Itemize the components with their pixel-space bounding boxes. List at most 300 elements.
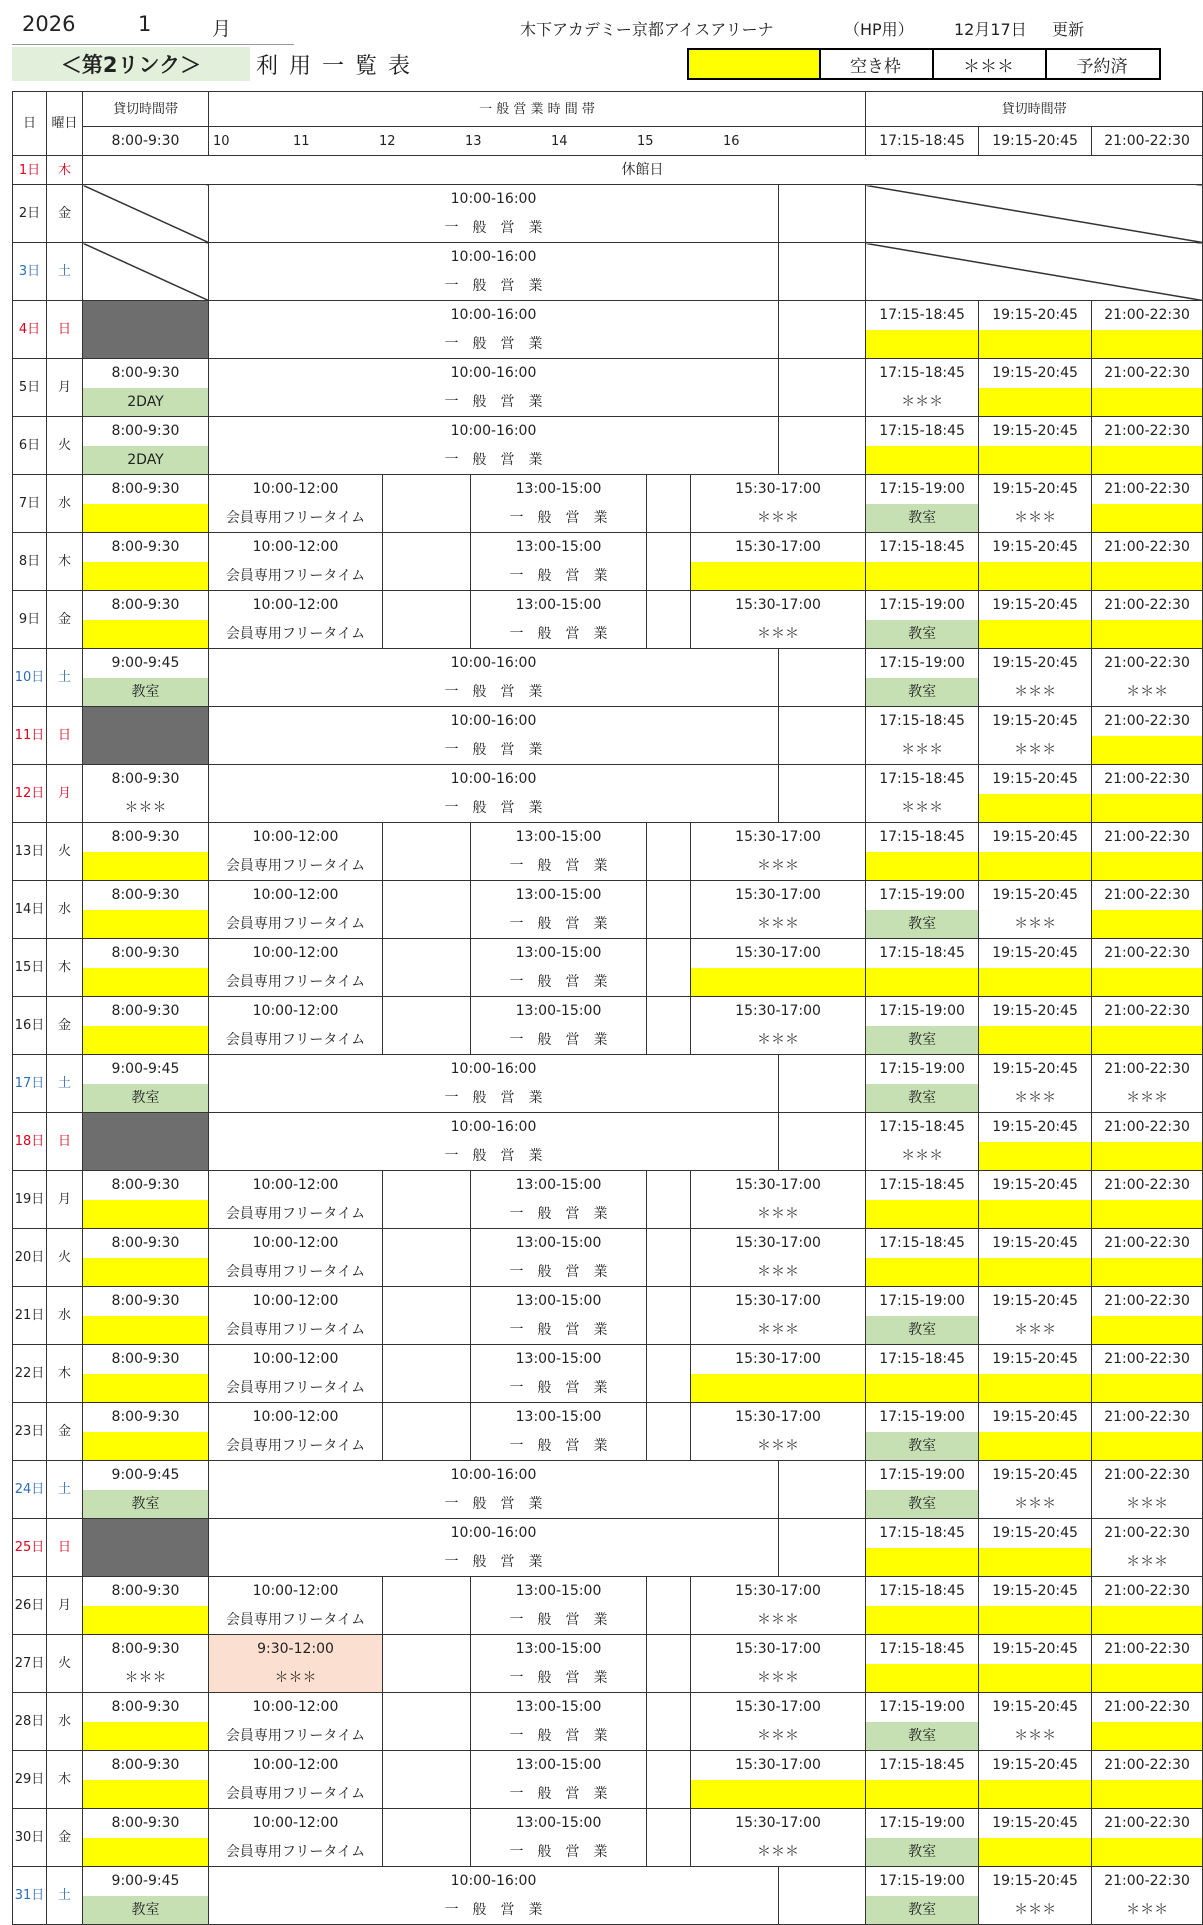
spacer [647, 1577, 691, 1635]
evening-status-2 [979, 794, 1092, 823]
day-of-week: 木 [47, 533, 83, 591]
evening-status-3 [1092, 1316, 1203, 1345]
general-label: 一 般 営 業 [209, 214, 779, 243]
general-time: 10:00-16:00 [209, 301, 779, 330]
day-row-bottom [13, 1258, 1203, 1287]
header-underline [12, 44, 294, 45]
evening-time-1: 17:15-19:00 [866, 591, 979, 620]
day-row-top [13, 823, 1203, 852]
late-time: 15:30-17:00 [691, 881, 866, 910]
evening-time-3: 21:00-22:30 [1092, 881, 1203, 910]
evening-status-1: ＊＊＊ [866, 794, 979, 823]
free-label: 会員専用フリータイム [209, 562, 383, 591]
morning-status: 教室 [83, 1896, 209, 1925]
free-time: 10:00-12:00 [209, 823, 383, 852]
free-label: 会員専用フリータイム [209, 1026, 383, 1055]
day-row-top [13, 939, 1203, 968]
day-of-week: 金 [47, 1809, 83, 1867]
evening-status-2 [979, 1026, 1092, 1055]
evening-status-2 [979, 330, 1092, 359]
morning-status [83, 1200, 209, 1229]
evening-status-1: 教室 [866, 678, 979, 707]
hour-tick: 12 [379, 133, 396, 149]
evening-status-3: ＊＊＊ [1092, 1490, 1203, 1519]
spacer [647, 1287, 691, 1345]
spacer [383, 1345, 471, 1403]
day-number: 28日 [13, 1693, 47, 1751]
evening-time-3: 21:00-22:30 [1092, 1055, 1203, 1084]
evening-status-2 [979, 1142, 1092, 1171]
evening-status-3 [1092, 1200, 1203, 1229]
evening-status-1 [866, 1374, 979, 1403]
general-label: 一 般 営 業 [209, 272, 779, 301]
general-label: 一 般 営 業 [209, 794, 779, 823]
evening-time-1: 17:15-18:45 [866, 707, 979, 736]
evening-status-2: ＊＊＊ [979, 504, 1092, 533]
day-row-bottom [13, 1316, 1203, 1345]
evening-status-3 [1092, 1374, 1203, 1403]
midday-label: 一 般 営 業 [471, 1026, 647, 1055]
evening-time-3: 21:00-22:30 [1092, 475, 1203, 504]
morning-blocked [83, 1113, 209, 1171]
day-of-week: 金 [47, 185, 83, 243]
late-status: ＊＊＊ [691, 504, 866, 533]
general-time: 10:00-16:00 [209, 243, 779, 272]
spacer [383, 1229, 471, 1287]
late-status: ＊＊＊ [691, 1432, 866, 1461]
day-number: 11日 [13, 707, 47, 765]
free-time: 10:00-12:00 [209, 1693, 383, 1722]
midday-time: 13:00-15:00 [471, 1229, 647, 1258]
free-time: 10:00-12:00 [209, 1171, 383, 1200]
facility-name: 木下アカデミー京都アイスアリーナ [520, 20, 774, 39]
midday-label: 一 般 営 業 [471, 1432, 647, 1461]
spacer [647, 1635, 691, 1693]
morning-time: 8:00-9:30 [83, 997, 209, 1026]
morning-status: ＊＊＊ [83, 794, 209, 823]
free-time: 10:00-12:00 [209, 881, 383, 910]
evening-time-3: 21:00-22:30 [1092, 997, 1203, 1026]
evening-status-3 [1092, 1838, 1203, 1867]
free-time: 10:00-12:00 [209, 1287, 383, 1316]
late-time: 15:30-17:00 [691, 1693, 866, 1722]
day-row-bottom [13, 910, 1203, 939]
spacer [779, 417, 866, 475]
midday-time: 13:00-15:00 [471, 997, 647, 1026]
day-row-top [13, 1751, 1203, 1780]
late-time: 15:30-17:00 [691, 1577, 866, 1606]
spacer [779, 301, 866, 359]
evening-time-3: 21:00-22:30 [1092, 301, 1203, 330]
spacer [383, 997, 471, 1055]
evening-status-2 [979, 968, 1092, 997]
midday-label: 一 般 営 業 [471, 1664, 647, 1693]
late-status: ＊＊＊ [691, 1200, 866, 1229]
hour-scale [209, 127, 866, 156]
schedule-body [13, 156, 1203, 1925]
evening-time-2: 19:15-20:45 [979, 533, 1092, 562]
evening-time-1: 17:15-18:45 [866, 1171, 979, 1200]
general-time: 10:00-16:00 [209, 1461, 779, 1490]
evening-status-1: 教室 [866, 1838, 979, 1867]
spacer [647, 591, 691, 649]
late-status [691, 1374, 866, 1403]
evening-status-1 [866, 446, 979, 475]
evening-status-1 [866, 1606, 979, 1635]
evening-status-2 [979, 562, 1092, 591]
late-status [691, 562, 866, 591]
evening-time-2: 19:15-20:45 [979, 1287, 1092, 1316]
free-label: 会員専用フリータイム [209, 1722, 383, 1751]
morning-status [83, 504, 209, 533]
legend-stars: ＊＊＊ [932, 48, 1047, 80]
evening-time-2: 19:15-20:45 [979, 1751, 1092, 1780]
evening-status-3 [1092, 1258, 1203, 1287]
evening-time-1: 17:15-18:45 [866, 765, 979, 794]
schedule-table [12, 91, 1203, 1925]
free-label: 会員専用フリータイム [209, 1200, 383, 1229]
evening-time-3: 21:00-22:30 [1092, 1461, 1203, 1490]
evening-status-2: ＊＊＊ [979, 910, 1092, 939]
free-time: 10:00-12:00 [209, 1577, 383, 1606]
midday-time: 13:00-15:00 [471, 1809, 647, 1838]
evening-status-1 [866, 1200, 979, 1229]
evening-time-1: 17:15-18:45 [866, 1635, 979, 1664]
spacer [647, 881, 691, 939]
midday-label: 一 般 営 業 [471, 910, 647, 939]
evening-status-1: 教室 [866, 1084, 979, 1113]
evening-status-1: 教室 [866, 1316, 979, 1345]
day-number: 14日 [13, 881, 47, 939]
day-row-bottom [13, 562, 1203, 591]
free-label: 会員専用フリータイム [209, 620, 383, 649]
free-time: 10:00-12:00 [209, 997, 383, 1026]
midday-label: 一 般 営 業 [471, 620, 647, 649]
hour-tick: 15 [637, 133, 654, 149]
day-number: 19日 [13, 1171, 47, 1229]
day-row-top [13, 1403, 1203, 1432]
day-row-top [13, 185, 1203, 214]
evening-status-1: ＊＊＊ [866, 736, 979, 765]
evening-time-3: 21:00-22:30 [1092, 1751, 1203, 1780]
free-label: ＊＊＊ [209, 1664, 383, 1693]
general-label: 一 般 営 業 [209, 1896, 779, 1925]
midday-time: 13:00-15:00 [471, 1751, 647, 1780]
day-number: 6日 [13, 417, 47, 475]
evening-status-3 [1092, 562, 1203, 591]
day-of-week: 月 [47, 1171, 83, 1229]
midday-time: 13:00-15:00 [471, 1287, 647, 1316]
evening-time-2: 19:15-20:45 [979, 475, 1092, 504]
morning-status: 教室 [83, 1490, 209, 1519]
evening-status-1: ＊＊＊ [866, 388, 979, 417]
late-status: ＊＊＊ [691, 1316, 866, 1345]
day-row-top [13, 1809, 1203, 1838]
evening-time-1: 17:15-19:00 [866, 649, 979, 678]
evening-time-2: 19:15-20:45 [979, 301, 1092, 330]
midday-time: 13:00-15:00 [471, 1345, 647, 1374]
midday-label: 一 般 営 業 [471, 1200, 647, 1229]
evening-status-1 [866, 1664, 979, 1693]
spacer [779, 243, 866, 301]
day-row-bottom [13, 1664, 1203, 1693]
evening-time-2: 19:15-20:45 [979, 1635, 1092, 1664]
evening-time-2: 19:15-20:45 [979, 359, 1092, 388]
day-number: 21日 [13, 1287, 47, 1345]
day-row-top [13, 1693, 1203, 1722]
late-status: ＊＊＊ [691, 1606, 866, 1635]
evening-status-1 [866, 852, 979, 881]
late-time: 15:30-17:00 [691, 823, 866, 852]
evening-time-1: 17:15-18:45 [866, 1577, 979, 1606]
day-row-top [13, 1519, 1203, 1548]
spacer [383, 1635, 471, 1693]
evening-status-3: ＊＊＊ [1092, 1084, 1203, 1113]
morning-unavailable [83, 185, 209, 243]
general-time: 10:00-16:00 [209, 1055, 779, 1084]
evening-status-2 [979, 620, 1092, 649]
day-row-bottom [13, 388, 1203, 417]
evening-status-2 [979, 1606, 1092, 1635]
day-row-top [13, 765, 1203, 794]
morning-time: 8:00-9:30 [83, 1171, 209, 1200]
evening-status-1 [866, 562, 979, 591]
day-row-top [13, 1461, 1203, 1490]
late-time: 15:30-17:00 [691, 1635, 866, 1664]
late-time: 15:30-17:00 [691, 1809, 866, 1838]
evening-time-3: 21:00-22:30 [1092, 1635, 1203, 1664]
evening-time-1: 17:15-19:00 [866, 1461, 979, 1490]
legend-vacant: 空き枠 [819, 48, 934, 80]
spacer [647, 997, 691, 1055]
evening-status-2 [979, 1664, 1092, 1693]
general-time: 10:00-16:00 [209, 417, 779, 446]
evening-status-3 [1092, 330, 1203, 359]
day-of-week: 火 [47, 1635, 83, 1693]
hour-tick: 13 [465, 133, 482, 149]
day-number: 8日 [13, 533, 47, 591]
legend-yellow-swatch [687, 48, 821, 80]
free-label: 会員専用フリータイム [209, 1838, 383, 1867]
day-row-bottom [13, 1026, 1203, 1055]
evening-status-2 [979, 1258, 1092, 1287]
morning-status [83, 1606, 209, 1635]
day-of-week: 金 [47, 997, 83, 1055]
evening-time-2: 19:15-20:45 [979, 881, 1092, 910]
day-row-bottom [13, 968, 1203, 997]
day-row-top [13, 359, 1203, 388]
updated-date: 12月17日 [954, 20, 1027, 39]
morning-time: 8:00-9:30 [83, 1287, 209, 1316]
morning-status [83, 1316, 209, 1345]
morning-status [83, 1374, 209, 1403]
midday-time: 13:00-15:00 [471, 1635, 647, 1664]
evening-status-1 [866, 968, 979, 997]
spacer [647, 939, 691, 997]
day-row-top [13, 1229, 1203, 1258]
day-row-bottom [13, 1432, 1203, 1461]
day-of-week: 木 [47, 156, 83, 185]
day-row-top [13, 243, 1203, 272]
head-eve3: 21:00-22:30 [1092, 127, 1203, 156]
evening-time-2: 19:15-20:45 [979, 997, 1092, 1026]
morning-status: ＊＊＊ [83, 1664, 209, 1693]
day-of-week: 土 [47, 649, 83, 707]
morning-status: 2DAY [83, 446, 209, 475]
spacer [383, 881, 471, 939]
spacer [647, 1403, 691, 1461]
midday-time: 13:00-15:00 [471, 823, 647, 852]
evening-time-1: 17:15-19:00 [866, 1287, 979, 1316]
day-of-week: 土 [47, 1461, 83, 1519]
head-morning-time: 8:00-9:30 [83, 127, 209, 156]
late-time: 15:30-17:00 [691, 1171, 866, 1200]
free-label: 会員専用フリータイム [209, 1316, 383, 1345]
morning-blocked [83, 1519, 209, 1577]
day-number: 15日 [13, 939, 47, 997]
evening-status-3 [1092, 968, 1203, 997]
spacer [779, 707, 866, 765]
day-row-bottom [13, 1606, 1203, 1635]
evening-status-2: ＊＊＊ [979, 736, 1092, 765]
day-of-week: 月 [47, 359, 83, 417]
late-status [691, 1780, 866, 1809]
midday-time: 13:00-15:00 [471, 1403, 647, 1432]
evening-time-2: 19:15-20:45 [979, 1519, 1092, 1548]
morning-time: 8:00-9:30 [83, 1693, 209, 1722]
evening-status-2 [979, 852, 1092, 881]
evening-time-2: 19:15-20:45 [979, 823, 1092, 852]
evening-time-3: 21:00-22:30 [1092, 1229, 1203, 1258]
evening-status-1 [866, 330, 979, 359]
late-time: 15:30-17:00 [691, 533, 866, 562]
morning-time: 8:00-9:30 [83, 1403, 209, 1432]
morning-status: 教室 [83, 678, 209, 707]
evening-time-1: 17:15-19:00 [866, 1055, 979, 1084]
midday-label: 一 般 営 業 [471, 562, 647, 591]
free-time: 10:00-12:00 [209, 475, 383, 504]
hour-tick: 10 [213, 133, 230, 149]
day-of-week: 火 [47, 417, 83, 475]
free-label: 会員専用フリータイム [209, 1258, 383, 1287]
spacer [779, 185, 866, 243]
evening-time-2: 19:15-20:45 [979, 1113, 1092, 1142]
evening-time-3: 21:00-22:30 [1092, 1519, 1203, 1548]
day-row-top [13, 591, 1203, 620]
evening-time-1: 17:15-18:45 [866, 1345, 979, 1374]
day-of-week: 木 [47, 1751, 83, 1809]
morning-status [83, 852, 209, 881]
updated-label: 更新 [1052, 20, 1085, 39]
morning-status [83, 1432, 209, 1461]
evening-status-3 [1092, 446, 1203, 475]
morning-time: 8:00-9:30 [83, 1229, 209, 1258]
day-of-week: 木 [47, 1345, 83, 1403]
evening-status-1 [866, 1258, 979, 1287]
spacer [383, 591, 471, 649]
day-of-week: 土 [47, 1867, 83, 1925]
day-number: 29日 [13, 1751, 47, 1809]
free-label: 会員専用フリータイム [209, 910, 383, 939]
evening-status-3 [1092, 388, 1203, 417]
page-header [0, 0, 1171, 84]
head-general: 一 般 営 業 時 間 帯 [209, 92, 866, 127]
midday-label: 一 般 営 業 [471, 1374, 647, 1403]
day-row-bottom [13, 1780, 1203, 1809]
evening-time-3: 21:00-22:30 [1092, 1345, 1203, 1374]
late-time: 15:30-17:00 [691, 997, 866, 1026]
evening-status-3 [1092, 620, 1203, 649]
evening-time-2: 19:15-20:45 [979, 1693, 1092, 1722]
evening-status-3 [1092, 1432, 1203, 1461]
late-time: 15:30-17:00 [691, 1345, 866, 1374]
morning-time: 8:00-9:30 [83, 1577, 209, 1606]
evening-time-1: 17:15-19:00 [866, 881, 979, 910]
evening-status-1: ＊＊＊ [866, 1142, 979, 1171]
day-number: 3日 [13, 243, 47, 301]
head-day: 日 [13, 92, 47, 156]
midday-time: 13:00-15:00 [471, 1171, 647, 1200]
evening-status-3 [1092, 1722, 1203, 1751]
day-row-top [13, 533, 1203, 562]
evening-time-1: 17:15-18:45 [866, 1519, 979, 1548]
midday-label: 一 般 営 業 [471, 1722, 647, 1751]
morning-status [83, 1722, 209, 1751]
free-label: 会員専用フリータイム [209, 1432, 383, 1461]
evening-status-2: ＊＊＊ [979, 1316, 1092, 1345]
evening-status-2: ＊＊＊ [979, 1722, 1092, 1751]
day-row-top [13, 1867, 1203, 1896]
evening-status-3 [1092, 1780, 1203, 1809]
spacer [647, 1345, 691, 1403]
morning-time: 8:00-9:30 [83, 823, 209, 852]
evening-time-2: 19:15-20:45 [979, 417, 1092, 446]
evening-time-2: 19:15-20:45 [979, 1461, 1092, 1490]
day-row-bottom [13, 1722, 1203, 1751]
day-row-bottom [13, 678, 1203, 707]
spacer [779, 359, 866, 417]
evening-status-3: ＊＊＊ [1092, 678, 1203, 707]
hp-label: （HP用） [844, 20, 914, 39]
morning-blocked [83, 707, 209, 765]
midday-time: 13:00-15:00 [471, 1577, 647, 1606]
evening-status-1 [866, 1780, 979, 1809]
free-time: 9:30-12:00 [209, 1635, 383, 1664]
day-of-week: 水 [47, 475, 83, 533]
general-label: 一 般 営 業 [209, 446, 779, 475]
day-number: 9日 [13, 591, 47, 649]
general-label: 一 般 営 業 [209, 330, 779, 359]
evening-time-1: 17:15-19:00 [866, 475, 979, 504]
day-of-week: 金 [47, 591, 83, 649]
general-time: 10:00-16:00 [209, 185, 779, 214]
midday-label: 一 般 営 業 [471, 504, 647, 533]
day-row-top [13, 707, 1203, 736]
general-label: 一 般 営 業 [209, 678, 779, 707]
evening-time-3: 21:00-22:30 [1092, 1693, 1203, 1722]
evening-status-1: 教室 [866, 910, 979, 939]
head-eve2: 19:15-20:45 [979, 127, 1092, 156]
free-label: 会員専用フリータイム [209, 968, 383, 997]
evening-time-3: 21:00-22:30 [1092, 823, 1203, 852]
spacer [383, 823, 471, 881]
free-time: 10:00-12:00 [209, 1229, 383, 1258]
evening-time-3: 21:00-22:30 [1092, 1403, 1203, 1432]
midday-label: 一 般 営 業 [471, 1606, 647, 1635]
hour-tick: 11 [293, 133, 310, 149]
general-label: 一 般 営 業 [209, 388, 779, 417]
day-row-top [13, 1287, 1203, 1316]
